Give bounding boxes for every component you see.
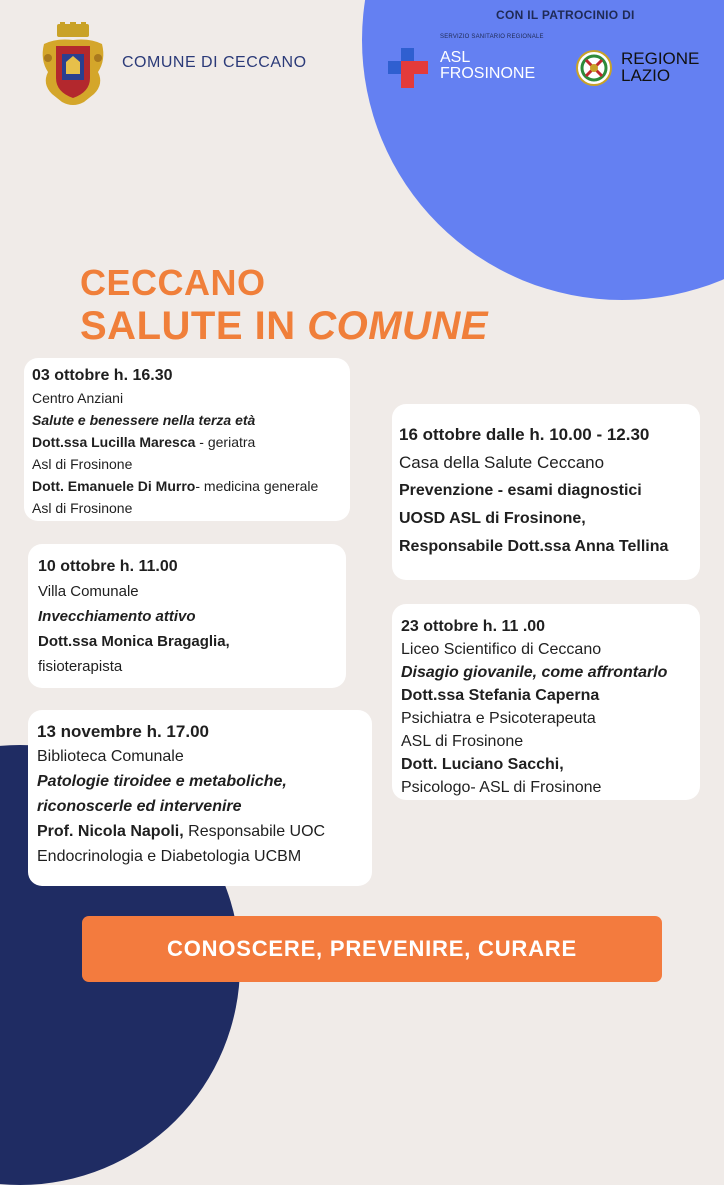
event-topic: Salute e benessere nella terza età [32, 412, 256, 428]
speaker-role: - medicina generale [195, 478, 319, 494]
asl-service-line: SERVIZIO SANITARIO REGIONALE [440, 34, 544, 40]
event-place: Villa Comunale [38, 583, 139, 600]
patrocinio-label: CON IL PATROCINIO DI [496, 8, 635, 22]
speaker-role: Psichiatra e Psicoterapeuta [401, 710, 596, 727]
comune-crest-icon [40, 22, 106, 108]
speaker-org: Asl di Frosinone [32, 500, 133, 516]
event-card-villa-comunale [28, 544, 346, 688]
title-line2-italic: COMUNE [307, 304, 489, 348]
event-org: UOSD ASL di Frosinone, [399, 510, 586, 527]
event-topic: Prevenzione - esami diagnostici [399, 482, 642, 499]
event-speaker [37, 819, 372, 844]
asl-line1: ASL [440, 49, 471, 66]
lazio-line2: LAZIO [621, 66, 671, 85]
event-speaker-2 [32, 475, 350, 497]
event-speaker-1 [32, 431, 350, 453]
event-card-liceo-scientifico [392, 604, 700, 800]
regione-lazio-emblem-icon [576, 50, 612, 86]
event-topic: Disagio giovanile, come affrontarlo [401, 664, 668, 681]
event-date: 10 ottobre h. 11.00 [38, 558, 178, 575]
speaker-name: Dott.ssa Lucilla Maresca [32, 434, 196, 450]
speaker-role: fisioterapista [38, 658, 123, 675]
event-speaker: Responsabile Dott.ssa Anna Tellina [399, 538, 669, 555]
event-date: 13 novembre h. 17.00 [37, 722, 209, 741]
event-place: Centro Anziani [32, 390, 124, 406]
asl-frosinone-label [440, 50, 550, 82]
event-topic-line1: Patologie tiroidee e metaboliche, [37, 773, 287, 790]
speaker-role: - geriatra [195, 434, 256, 450]
event-place: Casa della Salute Ceccano [399, 453, 605, 472]
speaker-name: Dott.ssa Stefania Caperna [401, 687, 600, 704]
speaker-role-line2: Endocrinologia e Diabetologia UCBM [37, 848, 302, 865]
speaker-name: Prof. Nicola Napoli, [37, 823, 184, 840]
speaker-role: Responsabile UOC [183, 823, 326, 840]
regione-lazio-label [621, 50, 711, 84]
event-place: Biblioteca Comunale [37, 748, 184, 765]
event-card-biblioteca-comunale [28, 710, 372, 886]
event-topic-line2: riconoscerle ed intervenire [37, 798, 242, 815]
event-topic: Invecchiamento attivo [38, 608, 196, 625]
event-place: Liceo Scientifico di Ceccano [401, 641, 602, 658]
event-date: 03 ottobre h. 16.30 [32, 367, 173, 384]
event-card-casa-della-salute [392, 404, 700, 580]
speaker-name: Dott. Emanuele Di Murro [32, 478, 196, 494]
event-date: 16 ottobre dalle h. 10.00 - 12.30 [399, 425, 650, 444]
event-date: 23 ottobre h. 11 .00 [401, 618, 546, 635]
speaker-name: Dott.ssa Monica Bragaglia, [38, 633, 230, 650]
comune-name: COMUNE DI CECCANO [122, 54, 307, 71]
title-line1: CECCANO [80, 262, 266, 303]
title-line2 [80, 304, 488, 349]
title-line2-plain: SALUTE IN [80, 304, 308, 348]
slogan-banner: CONOSCERE, PREVENIRE, CURARE [82, 916, 662, 982]
event-card-centro-anziani [24, 358, 350, 521]
lazio-line1: REGIONE [621, 49, 700, 68]
speaker-org: ASL di Frosinone [401, 733, 524, 750]
asl-cross-icon [388, 48, 428, 88]
speaker-name: Dott. Luciano Sacchi, [401, 756, 564, 773]
speaker-org: Asl di Frosinone [32, 456, 133, 472]
asl-line2: FROSINONE [440, 65, 536, 82]
speaker-role: Psicologo- ASL di Frosinone [401, 779, 602, 796]
blue-decorative-circle [362, 0, 724, 300]
